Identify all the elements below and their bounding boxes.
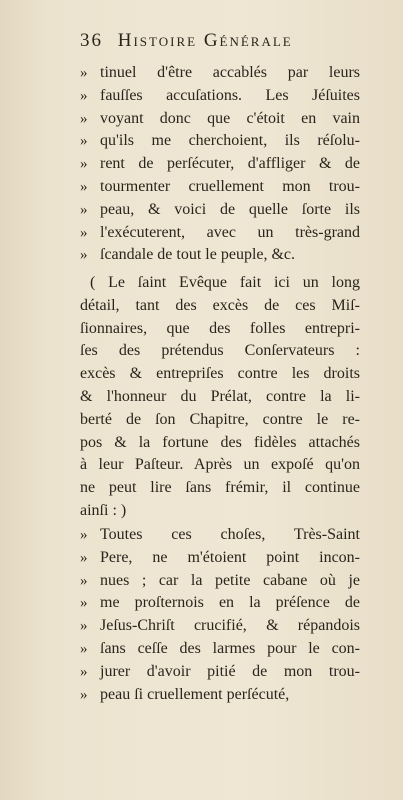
quotation-mark: » <box>80 201 88 218</box>
line-text: Pere, ne m'étoient point incon- <box>100 548 360 566</box>
text-line <box>80 661 360 684</box>
line-text: qu'ils me cherchoient, ils réſolu- <box>100 132 360 150</box>
line-text: berté de ſon Chapitre, contre le re- <box>80 410 360 428</box>
line-text: nues ; car la petite cabane où je <box>100 571 360 589</box>
text-line <box>80 615 360 638</box>
line-text: Toutes ces choſes, Très-Saint <box>100 526 360 543</box>
line-text: jurer d'avoir pitié de mon trou- <box>100 662 360 680</box>
text-line <box>80 477 360 500</box>
line-text: tinuel d'être accablés par leurs <box>100 64 360 81</box>
quotation-mark: » <box>80 527 88 543</box>
text-line <box>80 130 360 153</box>
text-line <box>80 244 360 267</box>
quotation-mark: » <box>80 133 88 150</box>
text-line <box>80 295 360 318</box>
quotation-mark: » <box>80 572 88 589</box>
quotation-mark: » <box>80 549 88 566</box>
quotation-mark: » <box>80 618 88 635</box>
text-line <box>80 272 360 295</box>
text-line <box>80 454 360 477</box>
quotation-mark: » <box>80 87 88 104</box>
line-text: me proſternois en la préſence de <box>100 594 360 612</box>
text-line <box>80 340 360 363</box>
paragraph-quoted-letter <box>80 524 360 706</box>
running-header <box>80 30 380 60</box>
quotation-mark: » <box>80 178 88 195</box>
line-text: voyant donc que c'étoit en vain <box>100 109 360 127</box>
text-line <box>80 176 360 199</box>
line-text: ne peut lire ſans frémir, il continue <box>80 479 360 497</box>
quotation-mark: » <box>80 595 88 612</box>
quotation-mark: » <box>80 65 88 81</box>
text-line <box>80 547 360 570</box>
quotation-mark: » <box>80 156 88 173</box>
line-text: peau, & voici de quelle ſorte ils <box>100 200 360 218</box>
text-line <box>80 85 360 108</box>
line-text: pos & la fortune des fidèles attachés <box>80 433 360 451</box>
text-line <box>80 500 360 523</box>
text-line <box>80 592 360 615</box>
line-text: peau ſi cruellement perſécuté, <box>100 685 290 703</box>
text-line <box>80 363 360 386</box>
line-text: ſans ceſſe des larmes pour le con- <box>100 639 360 657</box>
text-line <box>80 386 360 409</box>
line-text: tourmenter cruellement mon trou- <box>100 177 360 195</box>
line-text: à leur Paſteur. Après un expoſé qu'on <box>80 456 360 474</box>
line-text: l'exécuterent, avec un très-grand <box>100 223 360 241</box>
quotation-mark: » <box>80 686 88 703</box>
line-text: ſes des prétendus Conſervateurs : <box>80 342 360 360</box>
line-text: ſcandale de tout le peuple, &c. <box>100 246 296 264</box>
line-text: & l'honneur du Prélat, contre la li- <box>80 387 360 405</box>
quotation-mark: » <box>80 663 88 680</box>
text-line <box>80 524 360 547</box>
text-line <box>80 222 360 245</box>
line-text: détail, tant des excès de ces Miſ- <box>80 296 360 314</box>
page-number: 36 <box>80 30 103 51</box>
text-line <box>80 108 360 131</box>
quotation-mark: » <box>80 247 88 264</box>
line-text: excès & entrepriſes contre les droits <box>80 365 360 383</box>
line-text: fauſſes accuſations. Les Jéſuites <box>100 86 360 104</box>
running-title: Histoire Générale <box>117 30 293 51</box>
quotation-mark: » <box>80 640 88 657</box>
line-text: ainſi : ) <box>80 501 127 519</box>
text-line <box>80 638 360 661</box>
quotation-mark: » <box>80 224 88 241</box>
paragraph-editorial-note <box>80 272 360 523</box>
line-text: ſionnaires, que des folles entrepri- <box>80 319 360 337</box>
text-line <box>80 409 360 432</box>
line-text: Jeſus-Chriſt crucifié, & répandois <box>100 617 360 635</box>
text-line <box>80 153 360 176</box>
paragraph-quoted-continuation <box>80 62 360 267</box>
text-line <box>80 199 360 222</box>
text-line <box>80 318 360 341</box>
line-text: rent de perſécuter, d'affliger & de <box>100 155 360 173</box>
line-text: ( Le ſaint Evêque fait ici un long <box>90 274 360 291</box>
text-line <box>80 62 360 85</box>
quotation-mark: » <box>80 110 88 127</box>
text-line <box>80 432 360 455</box>
text-line <box>80 570 360 593</box>
text-line <box>80 684 360 707</box>
